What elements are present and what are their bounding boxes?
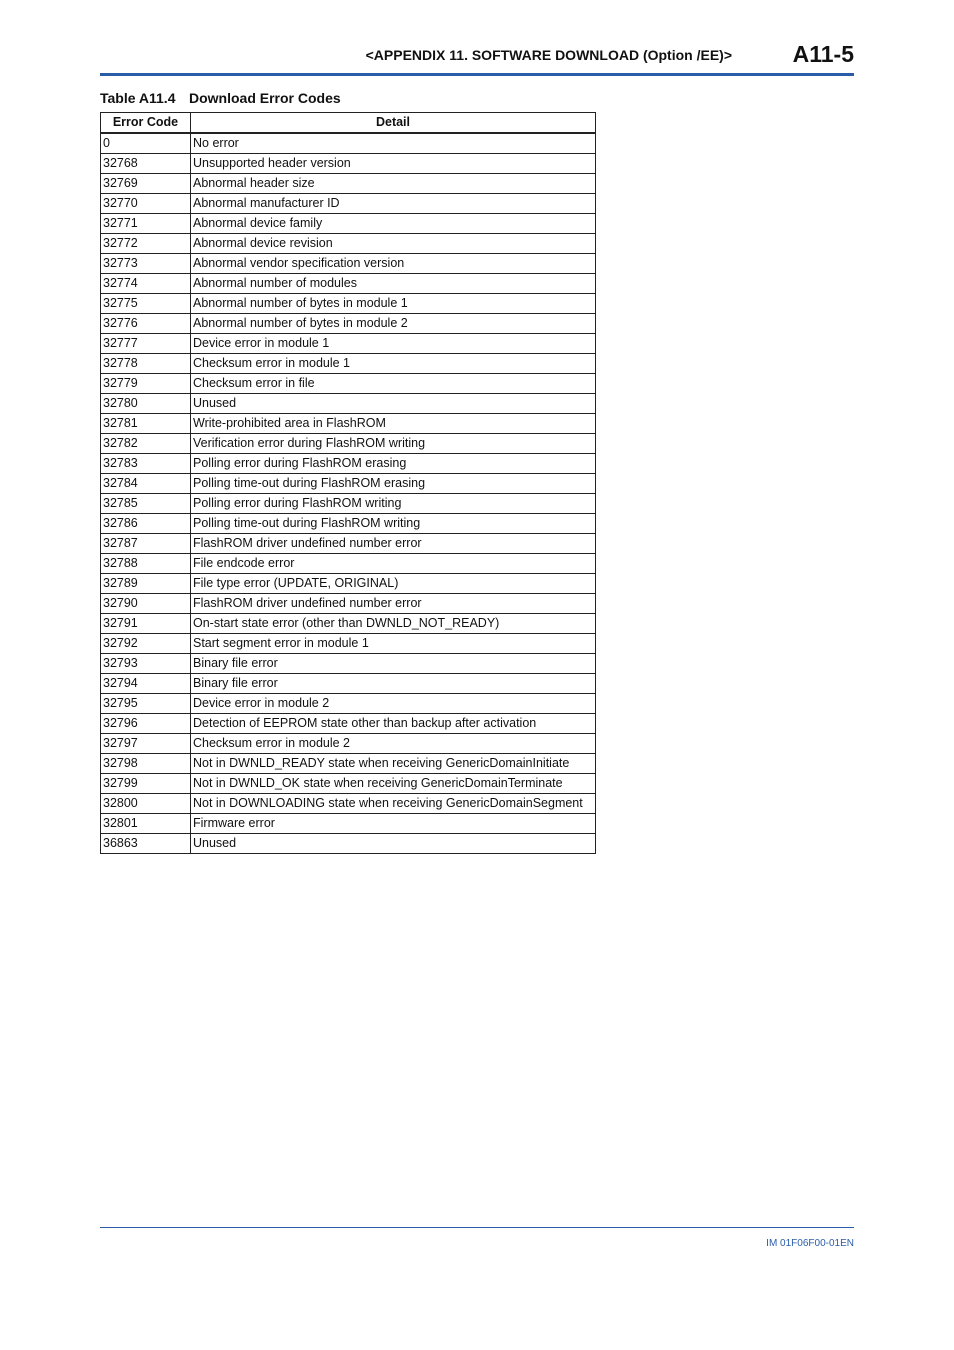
table-row (101, 694, 596, 714)
table-row (101, 734, 596, 754)
error-detail-cell: Polling error during FlashROM erasing (191, 454, 596, 474)
table-row (101, 274, 596, 294)
error-code-cell: 32793 (101, 654, 191, 674)
error-detail-cell: Write-prohibited area in FlashROM (191, 414, 596, 434)
section-title: <APPENDIX 11. SOFTWARE DOWNLOAD (Option /EE)> (365, 47, 732, 63)
table-row (101, 174, 596, 194)
error-detail-cell: Verification error during FlashROM writing (191, 434, 596, 454)
error-code-cell: 32776 (101, 314, 191, 334)
error-code-table (100, 112, 596, 854)
error-detail-cell: FlashROM driver undefined number error (191, 594, 596, 614)
error-detail-cell: Abnormal header size (191, 174, 596, 194)
error-detail-cell: Abnormal device family (191, 214, 596, 234)
error-detail-cell: Unsupported header version (191, 154, 596, 174)
error-detail-cell: Abnormal device revision (191, 234, 596, 254)
error-detail-cell: Polling time-out during FlashROM erasing (191, 474, 596, 494)
error-detail-cell: Binary file error (191, 654, 596, 674)
table-row (101, 214, 596, 234)
error-detail-cell: On-start state error (other than DWNLD_NOT_READY) (191, 614, 596, 634)
table-row (101, 714, 596, 734)
error-detail-cell: Unused (191, 394, 596, 414)
error-detail-cell: Checksum error in module 2 (191, 734, 596, 754)
table-row (101, 494, 596, 514)
table-row (101, 534, 596, 554)
error-detail-cell: Binary file error (191, 674, 596, 694)
table-caption-number: Table A11.4 (100, 90, 176, 106)
table-row (101, 674, 596, 694)
column-header-error-code: Error Code (101, 113, 191, 134)
error-detail-cell: File endcode error (191, 554, 596, 574)
error-code-cell: 32782 (101, 434, 191, 454)
error-code-cell: 32792 (101, 634, 191, 654)
error-detail-cell: Not in DWNLD_OK state when receiving GenericDomainTerminate (191, 774, 596, 794)
error-code-cell: 32777 (101, 334, 191, 354)
error-detail-cell: Device error in module 1 (191, 334, 596, 354)
table-row (101, 394, 596, 414)
error-detail-cell: Checksum error in module 1 (191, 354, 596, 374)
table-row (101, 234, 596, 254)
error-detail-cell: Abnormal number of bytes in module 2 (191, 314, 596, 334)
footer-divider (100, 1227, 854, 1228)
table-row (101, 814, 596, 834)
error-detail-cell: Abnormal vendor specification version (191, 254, 596, 274)
error-code-cell: 0 (101, 133, 191, 154)
table-row (101, 574, 596, 594)
table-body (101, 133, 596, 854)
error-detail-cell: Abnormal manufacturer ID (191, 194, 596, 214)
table-row (101, 434, 596, 454)
error-code-cell: 32768 (101, 154, 191, 174)
error-code-cell: 32798 (101, 754, 191, 774)
error-code-cell: 32772 (101, 234, 191, 254)
error-code-cell: 32771 (101, 214, 191, 234)
error-code-cell: 32780 (101, 394, 191, 414)
table-row (101, 334, 596, 354)
table-row (101, 654, 596, 674)
table-header-row (101, 113, 596, 134)
table-row (101, 154, 596, 174)
error-detail-cell: FlashROM driver undefined number error (191, 534, 596, 554)
error-code-cell: 32786 (101, 514, 191, 534)
page-number: A11-5 (792, 41, 854, 67)
error-code-cell: 32787 (101, 534, 191, 554)
error-code-cell: 32788 (101, 554, 191, 574)
table-row (101, 474, 596, 494)
error-detail-cell: Abnormal number of bytes in module 1 (191, 294, 596, 314)
error-detail-cell: Start segment error in module 1 (191, 634, 596, 654)
table-row (101, 133, 596, 154)
error-detail-cell: Device error in module 2 (191, 694, 596, 714)
error-code-cell: 32799 (101, 774, 191, 794)
error-detail-cell: File type error (UPDATE, ORIGINAL) (191, 574, 596, 594)
table-row (101, 554, 596, 574)
error-detail-cell: Polling time-out during FlashROM writing (191, 514, 596, 534)
table-row (101, 414, 596, 434)
error-code-cell: 32784 (101, 474, 191, 494)
error-code-cell: 32781 (101, 414, 191, 434)
error-code-cell: 32801 (101, 814, 191, 834)
error-detail-cell: Abnormal number of modules (191, 274, 596, 294)
error-code-cell: 32794 (101, 674, 191, 694)
error-detail-cell: No error (191, 133, 596, 154)
error-detail-cell: Not in DWNLD_READY state when receiving GenericDomainInitiate (191, 754, 596, 774)
table-row (101, 294, 596, 314)
table-caption-title: Download Error Codes (189, 90, 341, 106)
error-code-cell: 32796 (101, 714, 191, 734)
table-row (101, 594, 596, 614)
error-detail-cell: Polling error during FlashROM writing (191, 494, 596, 514)
error-code-cell: 32774 (101, 274, 191, 294)
error-detail-cell: Checksum error in file (191, 374, 596, 394)
error-detail-cell: Firmware error (191, 814, 596, 834)
error-code-cell: 32783 (101, 454, 191, 474)
error-code-cell: 32785 (101, 494, 191, 514)
table-row (101, 834, 596, 854)
error-code-cell: 32791 (101, 614, 191, 634)
table-row (101, 254, 596, 274)
table-row (101, 314, 596, 334)
column-header-detail: Detail (191, 113, 596, 134)
document-id: IM 01F06F00-01EN (766, 1238, 854, 1249)
table-caption (100, 90, 341, 106)
error-code-cell: 32773 (101, 254, 191, 274)
error-code-cell: 36863 (101, 834, 191, 854)
error-code-cell: 32797 (101, 734, 191, 754)
table-row (101, 194, 596, 214)
table-row (101, 774, 596, 794)
table-row (101, 374, 596, 394)
error-code-cell: 32790 (101, 594, 191, 614)
error-code-cell: 32795 (101, 694, 191, 714)
table-row (101, 354, 596, 374)
table-row (101, 794, 596, 814)
table-row (101, 754, 596, 774)
error-code-cell: 32800 (101, 794, 191, 814)
error-detail-cell: Unused (191, 834, 596, 854)
error-code-cell: 32770 (101, 194, 191, 214)
error-code-cell: 32775 (101, 294, 191, 314)
table-row (101, 634, 596, 654)
error-detail-cell: Not in DOWNLOADING state when receiving GenericDomainSegment (191, 794, 596, 814)
error-code-cell: 32769 (101, 174, 191, 194)
table-row (101, 514, 596, 534)
error-code-cell: 32789 (101, 574, 191, 594)
error-detail-cell: Detection of EEPROM state other than backup after activation (191, 714, 596, 734)
header-divider (100, 73, 854, 76)
table-row (101, 454, 596, 474)
table-row (101, 614, 596, 634)
error-code-cell: 32779 (101, 374, 191, 394)
error-code-cell: 32778 (101, 354, 191, 374)
